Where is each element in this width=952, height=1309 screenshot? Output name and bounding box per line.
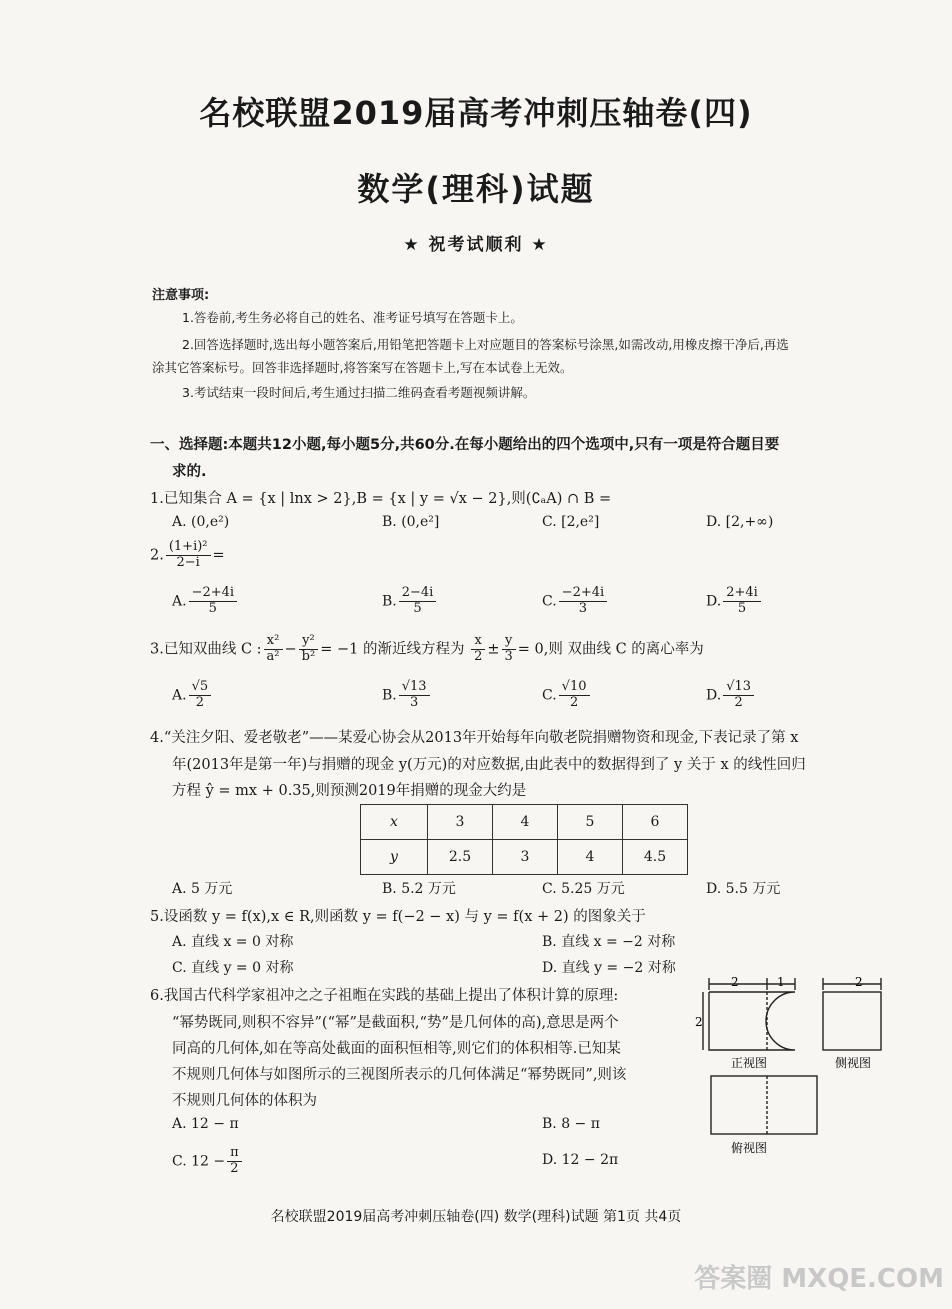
side-view-caption: 侧视图 [835,1056,872,1070]
front-view-caption: 正视图 [731,1056,768,1070]
top-view-caption: 俯视图 [731,1141,768,1155]
question-6-line5: 不规则几何体的体积为 [172,1093,317,1109]
section-heading-line2: 求的. [172,464,207,480]
q5-option-d: D. 直线 y = −2 对称 [542,960,676,976]
q4-option-b: B. 5.2 万元 [382,881,456,897]
notice-heading: 注意事项: [152,288,210,303]
q6-option-c: C. 12 − $\frac{\pi}{2}$ [172,1146,244,1177]
q6-option-b: B. 8 − π [542,1116,600,1132]
question-4-line3: 方程 ŷ = mx + 0.35,则预测2019年捐赠的现金大约是 [172,783,527,799]
q3-option-a: A. $\frac{√5}{2}$ [172,680,213,711]
side-view [823,978,881,1050]
top-view [711,1076,817,1134]
dim-label-height: 2 [695,1015,703,1029]
dim-label-side: 2 [855,975,863,989]
notice-item-1: 1.答卷前,考生务必将自己的姓名、准考证号填写在答题卡上。 [182,310,523,325]
table-cell: 5 [558,805,623,840]
q5-option-a: A. 直线 x = 0 对称 [172,934,294,950]
table-header-x: x [361,805,428,840]
q5-option-c: C. 直线 y = 0 对称 [172,960,294,976]
dim-label-2: 2 [731,975,739,989]
table-header-y: y [361,840,428,875]
q1-option-b: B. (0,e²] [382,514,440,530]
table-cell: 3 [428,805,493,840]
table-cell: 6 [623,805,688,840]
notice-item-2b: 涂其它答案标号。回答非选择题时,将答案写在答题卡上,写在本试卷上无效。 [152,360,573,375]
q6-option-a: A. 12 − π [172,1116,239,1132]
q1-option-c: C. [2,e²] [542,514,600,530]
q4-option-c: C. 5.25 万元 [542,881,625,897]
q2-option-a: A. $\frac{-2+4i}{5}$ [172,586,239,617]
question-1-stem: 1.已知集合 A = {x | lnx > 2},B = {x | y = √x − 2},则(∁ₐA) ∩ B = [150,491,612,507]
q2-option-c: C. $\frac{-2+4i}{3}$ [542,586,609,617]
q4-option-d: D. 5.5 万元 [706,881,781,897]
q1-option-a: A. (0,e²) [172,514,230,530]
table-row [361,840,688,875]
q6-option-d: D. 12 − 2π [542,1152,619,1168]
exam-blessing: ★ 祝考试顺利 ★ [403,235,549,255]
q4-option-a: A. 5 万元 [172,881,233,897]
table-cell: 4 [558,840,623,875]
q4-data-table [360,804,688,875]
question-6-line4: 不规则几何体与如图所示的三视图所表示的几何体满足“幂势既同”,则该 [172,1067,627,1083]
question-4-line1: 4.“关注夕阳、爱老敬老”——某爱心协会从2013年开始每年向敬老院捐赠物资和现金,下表记录了第 x [150,730,799,746]
question-4-line2: 年(2013年是第一年)与捐赠的现金 y(万元)的对应数据,由此表中的数据得到了 y 关于 x 的线性回归 [172,757,806,773]
question-6-line2: “幂势既同,则积不容异”(“幂”是截面积,“势”是几何体的高),意思是两个 [172,1015,619,1031]
section-heading-line1: 一、选择题:本题共12小题,每小题5分,共60分.在每小题给出的四个选项中,只有一项是符合题目要 [150,437,780,453]
q1-option-d: D. [2,+∞) [706,514,774,530]
notice-item-2a: 2.回答选择题时,选出每小题答案后,用铅笔把答题卡上对应题目的答案标号涂黑,如需改动,用橡皮擦干净后,再选 [182,337,789,352]
watermark-logo: 答案圈 MXQE.COM [694,1264,944,1294]
exam-subject: 数学(理科)试题 [357,170,595,208]
exam-title: 名校联盟2019届高考冲刺压轴卷(四) [199,94,753,132]
table-cell: 4 [493,805,558,840]
table-cell: 2.5 [428,840,493,875]
table-row [361,805,688,840]
table-cell: 4.5 [623,840,688,875]
page-footer: 名校联盟2019届高考冲刺压轴卷(四) 数学(理科)试题 第1页 共4页 [270,1209,682,1225]
q2-option-d: D. $\frac{2+4i}{5}$ [706,586,763,617]
table-cell: 3 [493,840,558,875]
q2-stem-fraction: $\frac{\text{(1+i)²}}{2-i}$ [166,540,211,571]
question-3-stem: 3.已知双曲线 C : $\frac{\text{x²}}{\text{a²}}$ − $\frac{\text{y²}}{\text{b²}}$ = −1 的渐近线方程为 $\frac{x}{2}$ ± $\frac{y}{3}$ = 0,则 双曲线 C 的离心率为 [150,633,704,664]
notice-item-3: 3.考试结束一段时间后,考生通过扫描二维码查看考题视频讲解。 [182,385,536,400]
question-6-line3: 同高的几何体,如在等高处截面的面积恒相等,则它们的体积相等.已知某 [172,1041,621,1057]
question-6-line1: 6.我国古代科学家祖冲之之子祖暅在实践的基础上提出了体积计算的原理: [150,988,619,1004]
three-view-diagram [695,972,895,1162]
q2-option-b: B. $\frac{2-4i}{5}$ [382,586,438,617]
q3-option-d: D. $\frac{√13}{2}$ [706,680,756,711]
question-5-stem: 5.设函数 y = f(x),x ∈ R,则函数 y = f(−2 − x) 与 y = f(x + 2) 的图象关于 [150,909,646,925]
dim-label-1: 1 [777,975,785,989]
q3-option-c: C. $\frac{√10}{2}$ [542,680,592,711]
q5-option-b: B. 直线 x = −2 对称 [542,934,676,950]
q3-option-b: B. $\frac{√13}{3}$ [382,680,432,711]
question-2-stem: 2. $\frac{\text{(1+i)²}}{2-i}$ = [150,539,225,570]
